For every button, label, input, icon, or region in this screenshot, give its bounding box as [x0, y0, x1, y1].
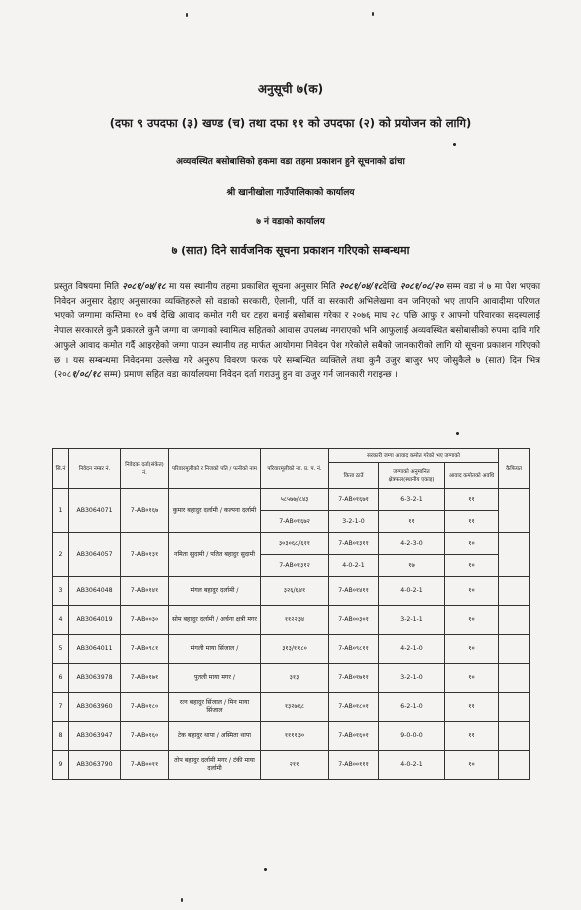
cell-applicant-no: 7-AB०१६० — [121, 722, 169, 751]
cell-citizenship: ३०३०६८/६११ — [261, 533, 329, 555]
cell-plot: 4-0-2-1 — [329, 555, 379, 577]
cell-family-head: मंगल बहादुर दर्लामी / — [169, 577, 261, 606]
cell-duration: ११ — [445, 722, 499, 751]
cell-plot: 7-AB०१३११ — [329, 533, 379, 555]
cell-applicant-no: 7-AB०१६७ — [121, 489, 169, 533]
cell-application-no: AB3064011 — [69, 635, 121, 664]
cell-applicant-no: 7-AB०१७१ — [121, 664, 169, 693]
cell-duration: १० — [445, 533, 499, 555]
cell-family-head: सोम बहादुर दर्लामी / अर्चना क्षत्री मगर — [169, 606, 261, 635]
cell-sn: 2 — [53, 533, 69, 577]
cell-family-head: रत्न बहादुर सिंजाल / मिन माया सिंजाल — [169, 693, 261, 722]
table-row — [53, 533, 530, 555]
schedule-title: अनुसूची ७(क) — [257, 82, 324, 96]
table-row — [53, 606, 530, 635]
cell-plot: 7-AB०१४११ — [329, 577, 379, 606]
cell-area: 4-0-2-1 — [379, 751, 445, 780]
cell-citizenship: ३२६/६४१ — [261, 577, 329, 606]
body-text: देखि — [382, 282, 397, 292]
cell-area: १७ — [379, 555, 445, 577]
cell-application-no: AB3064019 — [69, 606, 121, 635]
cell-area: 6-2-1-0 — [379, 693, 445, 722]
col-header-applicant-no: निवेदक दर्ता(संकेत) नं. — [121, 449, 169, 489]
cell-duration: १० — [445, 751, 499, 780]
cell-remarks — [499, 693, 530, 722]
cell-duration: १० — [445, 664, 499, 693]
body-text: सम्म वडा नं ७ मा पेश भएका निवेदन अनुसार देहाए अनुसारका व्यक्तिहरुले सो वडाको सरकारी, ऐलानी, पर्ति वा सरकारी अभिलेखमा वन जनिएको भए तापनि आवादीमा परिणत भएको जग्गामा कम्तिमा १० वर्ष देखि आवाद कमोत गरी घर टहरा बनाई बसोबास गरेका र २०७६ माघ २८ पछि आफु र आफ्नो परिवारका सदस्यलाई नेपाल सरकारले कुनै प्रकारले कुनै जग्गा वा जग्गाको स्वामित्व सहितको आवास उपलब्ध नगराएको भनि आफुलाई अव्यवस्थित बसोबासीको रुपमा दावि गरि आफुले आवाद कमोत गर्दै आइरहेको जग्गा पाउन स्थानीय तह मार्फत आयोगमा निवेदन पेश गरेकोले सबैको जानकारीको लागि यो सूचना प्रकाशन गरिएको छ । यस सम्बन्धमा निवेदनमा उल्लेख गरे अनुरुप विवरण फरक परे सम्बन्धित व्यक्तिले तथा कुनै उजुर बाजुर भए जोसुकैले ७ (सात) दिन भित्र (२०८ — [54, 282, 541, 381]
scan-mark — [372, 12, 374, 16]
cell-duration: १० — [445, 555, 499, 577]
cell-remarks — [499, 533, 530, 577]
table-row — [53, 722, 530, 751]
scan-mark — [453, 143, 456, 146]
cell-plot: 7-AB०१६०१ — [329, 722, 379, 751]
cell-sn: 1 — [53, 489, 69, 533]
cell-remarks — [499, 722, 530, 751]
cell-applicant-no: 7-AB०९८१ — [121, 635, 169, 664]
cell-application-no: AB3064048 — [69, 577, 121, 606]
notice-body — [54, 280, 540, 383]
col-header-remarks: कैफियत — [499, 449, 530, 489]
cell-plot: 7-AB००१११ — [329, 751, 379, 780]
scan-mark — [264, 868, 267, 871]
cell-citizenship: ३१३ — [261, 664, 329, 693]
cell-remarks — [499, 635, 530, 664]
col-header-family-head: परिवारमूलीको र निजको पति / पत्नीको नाम — [169, 449, 261, 489]
col-header-area: जग्गाको अनुमानित क्षेत्रफल(स्थानीय एकाइ) — [379, 463, 445, 489]
cell-family-head: मंगली माया सिंजाल / — [169, 635, 261, 664]
format-heading: अव्यवस्थित बसोबासिको हकमा वडा तहमा प्रकाशन हुने सूचनाको ढांचा — [176, 157, 405, 167]
cell-family-head: कुमार बहादुर दर्लामी / कल्पना दर्लामी — [169, 489, 261, 533]
cell-family-head: तोप बहादुर दर्लामी मगर / टंकी माया दर्लामी — [169, 751, 261, 780]
cell-area: 4-0-2-1 — [379, 577, 445, 606]
cell-sn: 5 — [53, 635, 69, 664]
cell-plot: 7-AB०९८११ — [329, 635, 379, 664]
cell-citizenship: ५८५७७/८४३ — [261, 489, 329, 511]
cell-applicant-no: 7-AB००११ — [121, 751, 169, 780]
cell-plot: 7-AB०१८०१ — [329, 693, 379, 722]
handwritten-date: १/०८/१८ — [71, 370, 101, 381]
col-header-duration: आवाद कमोतको अवधि — [445, 463, 499, 489]
cell-duration: १० — [445, 635, 499, 664]
cell-application-no: AB3064071 — [69, 489, 121, 533]
cell-family-head: नमिता सुदामी / पतित बहादुर सुदामी — [169, 533, 261, 577]
handwritten-date: २०८१/०४/१८ — [122, 282, 166, 292]
cell-area: 3-2-1-0 — [379, 664, 445, 693]
cell-sn: 8 — [53, 722, 69, 751]
cell-area: 4-2-1-0 — [379, 635, 445, 664]
col-header-citizenship: परिवारमूलीको ना. प्र. प. नं. — [261, 449, 329, 489]
cell-duration: १० — [445, 606, 499, 635]
cell-family-head: पुतली माया मगर / — [169, 664, 261, 693]
cell-remarks — [499, 489, 530, 533]
cell-citizenship: 7-AB०१६७२ — [261, 511, 329, 533]
cell-sn: 7 — [53, 693, 69, 722]
cell-citizenship: ११११३० — [261, 722, 329, 751]
cell-remarks — [499, 664, 530, 693]
cell-area: 4-2-3-0 — [379, 533, 445, 555]
cell-applicant-no: 7-AB०१८० — [121, 693, 169, 722]
cell-duration: १० — [445, 577, 499, 606]
cell-citizenship: 7-AB०१३१२ — [261, 555, 329, 577]
cell-application-no: AB3063960 — [69, 693, 121, 722]
table-row — [53, 693, 530, 722]
cell-applicant-no: 7-AB०१४१ — [121, 577, 169, 606]
cell-area: ११ — [379, 511, 445, 533]
cell-remarks — [499, 751, 530, 780]
scan-mark — [456, 432, 459, 435]
ward-office: ७ नं वडाको कार्यालय — [256, 217, 325, 227]
notice-title: ७ (सात) दिने सार्वजनिक सूचना प्रकाशन गरिएको सम्बन्धमा — [171, 244, 410, 257]
cell-plot: 7-AB०१७११ — [329, 664, 379, 693]
cell-duration: ११ — [445, 511, 499, 533]
office-name: श्री खानीखोला गाउँपालिकाको कार्यालय — [226, 188, 355, 198]
table-body — [53, 489, 530, 780]
cell-sn: 9 — [53, 751, 69, 780]
cell-citizenship: ३१३/११८० — [261, 635, 329, 664]
cell-citizenship: २११ — [261, 751, 329, 780]
handwritten-date: २०८१/०४/१८ — [339, 282, 383, 292]
applicant-table — [52, 448, 530, 780]
body-text: प्रस्तुत विषयमा मिति — [54, 282, 120, 292]
col-header-land-group: सरकारी जग्गा आवाद कमोत गरेको भए जग्गाको — [329, 449, 499, 463]
cell-area: 9-0-0-0 — [379, 722, 445, 751]
cell-duration: ११ — [445, 489, 499, 511]
table-row — [53, 577, 530, 606]
cell-plot: 7-AB००३०१ — [329, 606, 379, 635]
cell-applicant-no: 7-AB००३० — [121, 606, 169, 635]
cell-duration: ११ — [445, 693, 499, 722]
cell-plot: 3-2-1-0 — [329, 511, 379, 533]
cell-sn: 3 — [53, 577, 69, 606]
col-header-sn: सि.नं — [53, 449, 69, 489]
col-header-application-no: निवेदन नम्बर नं. — [69, 449, 121, 489]
cell-area: 3-2-1-1 — [379, 606, 445, 635]
cell-citizenship: ११२२३४ — [261, 606, 329, 635]
table-row — [53, 489, 530, 511]
table-row — [53, 664, 530, 693]
legal-reference: (दफा ९ उपदफा (३) खण्ड (च) तथा दफा ११ को उपदफा (२) को प्रयोजन को लागि) — [109, 116, 472, 130]
cell-remarks — [499, 606, 530, 635]
cell-sn: 6 — [53, 664, 69, 693]
cell-applicant-no: 7-AB०१३१ — [121, 533, 169, 577]
cell-application-no: AB3063790 — [69, 751, 121, 780]
cell-area: 6-3-2-1 — [379, 489, 445, 511]
cell-sn: 4 — [53, 606, 69, 635]
col-header-plot: कित्ता ठाउँ — [329, 463, 379, 489]
cell-family-head: टेक बहादुर थापा / अस्मिता थापा — [169, 722, 261, 751]
body-text: सम्म) प्रमाण सहित वडा कार्यालयमा निवेदन दर्ता गराउनु हुन वा उजुर गर्न जानकारी गराइन्छ । — [103, 370, 398, 381]
cell-remarks — [499, 577, 530, 606]
body-text: मा यस स्थानीय तहमा प्रकाशित सूचना अनुसार मिति — [168, 282, 336, 292]
table-row — [53, 751, 530, 780]
cell-application-no: AB3063978 — [69, 664, 121, 693]
cell-application-no: AB3064057 — [69, 533, 121, 577]
scan-mark — [186, 13, 188, 17]
handwritten-date: २०८१/०८/२० — [399, 282, 444, 292]
cell-application-no: AB3063947 — [69, 722, 121, 751]
cell-plot: 7-AB०१६७१ — [329, 489, 379, 511]
table-row — [53, 635, 530, 664]
scan-mark — [181, 898, 183, 902]
cell-citizenship: १३२७६८ — [261, 693, 329, 722]
